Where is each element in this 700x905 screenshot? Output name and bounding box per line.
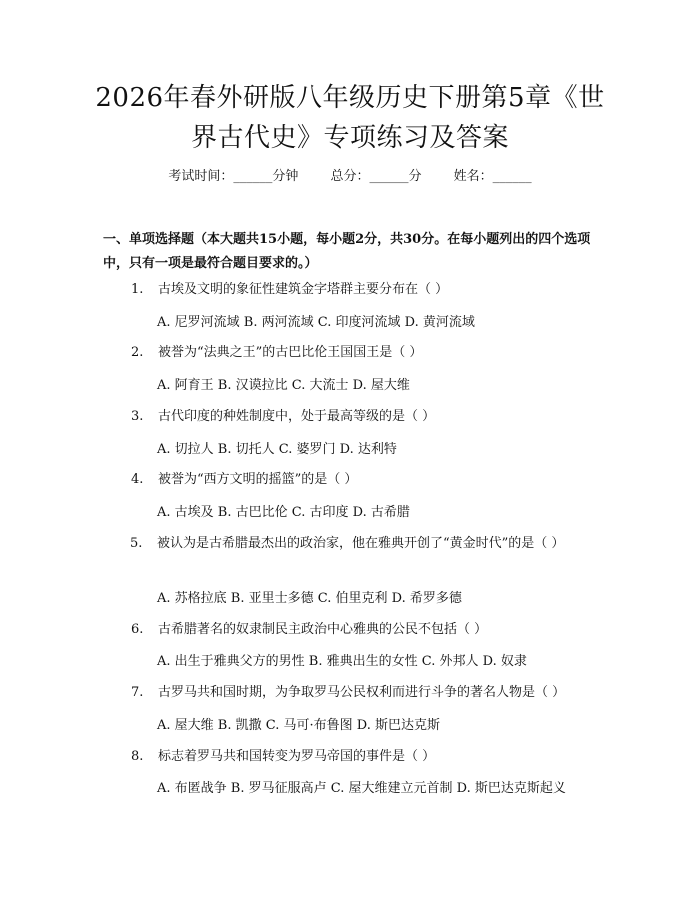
question-1	[131, 277, 448, 303]
question-5	[105, 531, 600, 557]
question-5-options: A. 苏格拉底 B. 亚里士多德 C. 伯里克利 D. 希罗多德	[157, 591, 462, 606]
question-8-options-wrap	[105, 776, 600, 802]
question-text: 古罗马共和国时期，为争取罗马公民权利而进行斗争的著名人物是（ ）	[158, 685, 566, 700]
question-3-options: A. 切拉人 B. 切托人 C. 婆罗门 D. 达利特	[157, 442, 397, 457]
question-number: 5.	[130, 536, 143, 551]
question-text: 被誉为“法典之王”的古巴比伦王国国王是（ ）	[158, 345, 423, 360]
total-score-field: 总分：______分	[330, 169, 422, 184]
section-heading: 一、单项选择题（本大题共15小题，每小题2分，共30分。在每小题列出的四个选项中，只有一项是最符合题目要求的。）	[103, 232, 591, 271]
question-text: 被誉为“西方文明的摇篮”的是（ ）	[158, 472, 358, 487]
exam-time-field: 考试时间：______分钟	[168, 169, 299, 184]
question-6	[131, 617, 487, 643]
question-2	[131, 340, 422, 366]
question-2-options: A. 阿育王 B. 汉谟拉比 C. 大流士 D. 屋大维	[157, 378, 410, 393]
question-number: 8.	[131, 749, 144, 764]
question-text: 古埃及文明的象征性建筑金字塔群主要分布在（ ）	[158, 282, 449, 297]
question-8-options: A. 布匿战争 B. 罗马征服高卢 C. 屋大维建立元首制 D. 斯巴达克斯起义	[157, 781, 566, 796]
document-title: 2026年春外研版八年级历史下册第5章《世界古代史》专项练习及答案	[95, 83, 605, 153]
question-text: 古希腊著名的奴隶制民主政治中心雅典的公民不包括（ ）	[158, 622, 488, 637]
question-4	[131, 467, 357, 493]
question-number: 7.	[131, 685, 144, 700]
question-number: 2.	[131, 345, 144, 360]
question-3	[131, 404, 435, 430]
question-number: 6.	[131, 622, 144, 637]
question-number: 1.	[131, 282, 144, 297]
question-text: 标志着罗马共和国转变为罗马帝国的事件是（ ）	[158, 749, 436, 764]
question-number: 4.	[131, 472, 144, 487]
question-1-options: A. 尼罗河流域 B. 两河流域 C. 印度河流域 D. 黄河流域	[157, 315, 475, 330]
question-text: 古代印度的种姓制度中，处于最高等级的是（ ）	[158, 409, 436, 424]
question-7-options: A. 屋大维 B. 凯撒 C. 马可·布鲁图 D. 斯巴达克斯	[157, 718, 440, 733]
question-text: 被认为是古希腊最杰出的政治家，他在雅典开创了“黄金时代”的是（ ）	[157, 536, 565, 551]
question-6-options: A. 出生于雅典父方的男性 B. 雅典出生的女性 C. 外邦人 D. 奴隶	[157, 654, 527, 669]
question-7	[131, 680, 565, 706]
student-name-field: 姓名：______	[453, 169, 532, 184]
question-number: 3.	[131, 409, 144, 424]
question-8	[131, 744, 435, 770]
question-4-options: A. 古埃及 B. 古巴比伦 C. 古印度 D. 古希腊	[157, 505, 410, 520]
exam-meta	[0, 166, 700, 188]
